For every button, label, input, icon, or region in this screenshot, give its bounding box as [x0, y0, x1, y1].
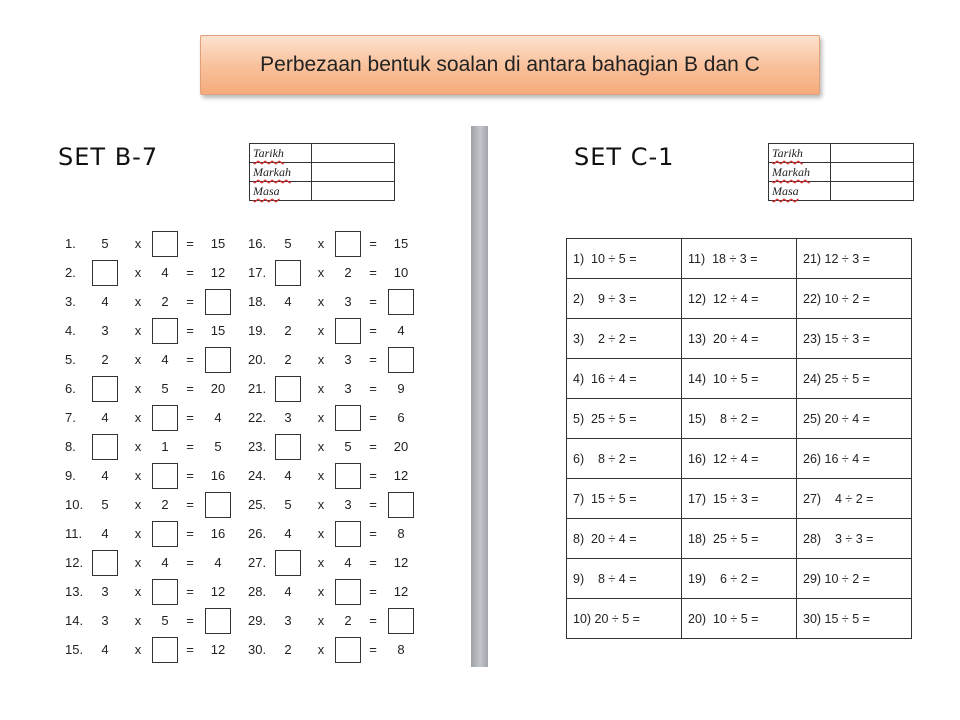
- question-row: [65, 550, 231, 576]
- operand-b-answer-box[interactable]: [152, 521, 178, 547]
- operand-a-answer-box[interactable]: [92, 376, 118, 402]
- multiply-sign: x: [317, 352, 325, 367]
- question-number: 28.: [248, 584, 267, 599]
- result-answer-box[interactable]: [205, 289, 231, 315]
- equals-sign: =: [369, 555, 377, 570]
- division-question-cell[interactable]: 18) 25 ÷ 5 =: [682, 519, 797, 559]
- question-number: 1.: [65, 236, 76, 251]
- question-row: [248, 347, 414, 373]
- result: 16: [210, 468, 226, 483]
- question-number: 26.: [248, 526, 267, 541]
- operand-b: 2: [161, 294, 169, 309]
- info-label: Tarikh: [250, 144, 312, 163]
- operand-a: 4: [101, 642, 109, 657]
- equals-sign: =: [369, 352, 377, 367]
- result-answer-box[interactable]: [205, 347, 231, 373]
- result-answer-box[interactable]: [205, 492, 231, 518]
- equals-sign: =: [186, 381, 194, 396]
- equals-sign: =: [369, 265, 377, 280]
- equals-sign: =: [186, 468, 194, 483]
- multiply-sign: x: [317, 265, 325, 280]
- result: 4: [397, 323, 405, 338]
- equals-sign: =: [186, 265, 194, 280]
- division-question-cell[interactable]: 11) 18 ÷ 3 =: [682, 239, 797, 279]
- operand-b: 5: [161, 613, 169, 628]
- question-number: 4.: [65, 323, 76, 338]
- multiply-sign: x: [317, 468, 325, 483]
- question-number: 23.: [248, 439, 267, 454]
- multiply-sign: x: [317, 555, 325, 570]
- question-row: [248, 405, 414, 431]
- result: 5: [214, 439, 222, 454]
- operand-a: 3: [101, 584, 109, 599]
- division-question-cell[interactable]: 20) 10 ÷ 5 =: [682, 599, 797, 639]
- page-divider: [471, 126, 488, 667]
- info-label: Masa: [769, 182, 831, 201]
- result: 20: [393, 439, 409, 454]
- operand-b: 2: [344, 265, 352, 280]
- operand-a: 4: [284, 468, 292, 483]
- info-value: [312, 163, 395, 182]
- result: 10: [393, 265, 409, 280]
- question-number: 6.: [65, 381, 76, 396]
- division-question-cell[interactable]: 3) 2 ÷ 2 =: [567, 319, 682, 359]
- question-row: [65, 579, 231, 605]
- operand-b-answer-box[interactable]: [152, 318, 178, 344]
- operand-a: 2: [284, 323, 292, 338]
- question-row: [65, 318, 231, 344]
- equals-sign: =: [369, 410, 377, 425]
- question-row: [65, 463, 231, 489]
- question-number: 21.: [248, 381, 267, 396]
- multiply-sign: x: [134, 410, 142, 425]
- operand-b-answer-box[interactable]: [152, 637, 178, 663]
- equals-sign: =: [369, 526, 377, 541]
- division-question-cell[interactable]: 25) 20 ÷ 4 =: [797, 399, 912, 439]
- operand-b: 5: [344, 439, 352, 454]
- question-row: [65, 289, 231, 315]
- equals-sign: =: [369, 294, 377, 309]
- division-question-cell[interactable]: 29) 10 ÷ 2 =: [797, 559, 912, 599]
- operand-b: 2: [161, 497, 169, 512]
- operand-a: 4: [101, 468, 109, 483]
- question-number: 5.: [65, 352, 76, 367]
- result: 20: [210, 381, 226, 396]
- question-number: 11.: [65, 526, 83, 541]
- question-number: 10.: [65, 497, 84, 512]
- multiply-sign: x: [317, 381, 325, 396]
- operand-a-answer-box[interactable]: [92, 260, 118, 286]
- multiply-sign: x: [134, 352, 142, 367]
- equals-sign: =: [369, 381, 377, 396]
- multiply-sign: x: [317, 294, 325, 309]
- question-number: 24.: [248, 468, 267, 483]
- result: 12: [393, 468, 409, 483]
- division-question-cell[interactable]: 19) 6 ÷ 2 =: [682, 559, 797, 599]
- operand-a: 2: [284, 642, 292, 657]
- question-row: [65, 521, 231, 547]
- division-question-cell[interactable]: 2) 9 ÷ 3 =: [567, 279, 682, 319]
- banner-text: Perbezaan bentuk soalan di antara bahagian B dan C: [260, 53, 760, 76]
- equals-sign: =: [186, 439, 194, 454]
- operand-a-answer-box[interactable]: [275, 434, 301, 460]
- multiply-sign: x: [317, 323, 325, 338]
- question-row: [248, 550, 414, 576]
- info-value: [831, 144, 914, 163]
- question-row: [248, 289, 414, 315]
- info-label: Markah: [769, 163, 831, 182]
- info-value: [312, 144, 395, 163]
- result: 4: [214, 555, 222, 570]
- table-row: [567, 559, 912, 599]
- operand-b-answer-box[interactable]: [335, 521, 361, 547]
- multiply-sign: x: [134, 497, 142, 512]
- division-question-cell[interactable]: 27) 4 ÷ 2 =: [797, 479, 912, 519]
- result: 12: [210, 642, 226, 657]
- operand-a: 4: [101, 410, 109, 425]
- operand-a-answer-box[interactable]: [275, 550, 301, 576]
- equals-sign: =: [186, 236, 194, 251]
- question-number: 22.: [248, 410, 267, 425]
- table-row: [567, 279, 912, 319]
- question-number: 15.: [65, 642, 84, 657]
- question-row: [65, 608, 231, 634]
- operand-a: 3: [101, 323, 109, 338]
- operand-b-answer-box[interactable]: [152, 463, 178, 489]
- operand-b: 1: [161, 439, 169, 454]
- equals-sign: =: [186, 323, 194, 338]
- operand-b: 4: [161, 555, 169, 570]
- question-number: 13.: [65, 584, 84, 599]
- question-row: [65, 260, 231, 286]
- multiply-sign: x: [134, 265, 142, 280]
- division-question-cell[interactable]: 6) 8 ÷ 2 =: [567, 439, 682, 479]
- set-c-title: SET C-1: [574, 143, 675, 171]
- equals-sign: =: [369, 613, 377, 628]
- equals-sign: =: [186, 294, 194, 309]
- operand-b-answer-box[interactable]: [335, 579, 361, 605]
- operand-b: 5: [161, 381, 169, 396]
- operand-a: 4: [101, 294, 109, 309]
- question-row: [248, 434, 414, 460]
- operand-a-answer-box[interactable]: [275, 260, 301, 286]
- set-c-division-table: [566, 238, 912, 639]
- result-answer-box[interactable]: [205, 608, 231, 634]
- operand-b: 2: [344, 613, 352, 628]
- multiply-sign: x: [317, 642, 325, 657]
- question-row: [65, 231, 231, 257]
- question-row: [248, 318, 414, 344]
- info-label: Tarikh: [769, 144, 831, 163]
- question-number: 25.: [248, 497, 267, 512]
- division-question-cell[interactable]: 14) 10 ÷ 5 =: [682, 359, 797, 399]
- equals-sign: =: [186, 613, 194, 628]
- equals-sign: =: [369, 236, 377, 251]
- operand-a: 3: [284, 410, 292, 425]
- operand-a-answer-box[interactable]: [92, 550, 118, 576]
- operand-b-answer-box[interactable]: [335, 318, 361, 344]
- operand-b: 3: [344, 381, 352, 396]
- multiply-sign: x: [317, 613, 325, 628]
- multiply-sign: x: [134, 584, 142, 599]
- set-c-info-table: [768, 143, 914, 201]
- question-row: [65, 434, 231, 460]
- multiply-sign: x: [317, 439, 325, 454]
- division-question-cell[interactable]: 9) 8 ÷ 4 =: [567, 559, 682, 599]
- operand-a: 4: [101, 526, 109, 541]
- division-question-cell[interactable]: 15) 8 ÷ 2 =: [682, 399, 797, 439]
- table-row: [567, 359, 912, 399]
- table-row: [567, 239, 912, 279]
- division-question-cell[interactable]: 4) 16 ÷ 4 =: [567, 359, 682, 399]
- question-row: [248, 231, 414, 257]
- question-row: [248, 637, 414, 663]
- result: 12: [210, 265, 226, 280]
- operand-a: 5: [101, 236, 109, 251]
- table-row: [567, 599, 912, 639]
- multiply-sign: x: [134, 555, 142, 570]
- division-question-cell[interactable]: 10) 20 ÷ 5 =: [567, 599, 682, 639]
- set-b-title: SET B-7: [58, 143, 159, 171]
- question-number: 20.: [248, 352, 267, 367]
- question-number: 3.: [65, 294, 76, 309]
- division-question-cell[interactable]: 12) 12 ÷ 4 =: [682, 279, 797, 319]
- equals-sign: =: [186, 555, 194, 570]
- division-question-cell[interactable]: 5) 25 ÷ 5 =: [567, 399, 682, 439]
- division-question-cell[interactable]: 21) 12 ÷ 3 =: [797, 239, 912, 279]
- equals-sign: =: [369, 642, 377, 657]
- question-row: [65, 376, 231, 402]
- result: 12: [393, 584, 409, 599]
- question-number: 29.: [248, 613, 267, 628]
- operand-a: 4: [284, 294, 292, 309]
- operand-b: 3: [344, 294, 352, 309]
- question-number: 27.: [248, 555, 267, 570]
- result: 8: [397, 526, 405, 541]
- division-question-cell[interactable]: 7) 15 ÷ 5 =: [567, 479, 682, 519]
- question-row: [248, 579, 414, 605]
- equals-sign: =: [186, 352, 194, 367]
- info-value: [831, 182, 914, 201]
- info-value: [312, 182, 395, 201]
- operand-b-answer-box[interactable]: [335, 463, 361, 489]
- operand-b-answer-box[interactable]: [152, 579, 178, 605]
- question-number: 12.: [65, 555, 84, 570]
- result: 12: [210, 584, 226, 599]
- set-b-questions-right: [248, 231, 408, 671]
- set-b-questions-left: [65, 231, 225, 671]
- operand-a: 2: [101, 352, 109, 367]
- table-row: [567, 399, 912, 439]
- result-answer-box[interactable]: [388, 289, 414, 315]
- division-question-cell[interactable]: 17) 15 ÷ 3 =: [682, 479, 797, 519]
- question-row: [248, 492, 414, 518]
- operand-b-answer-box[interactable]: [335, 231, 361, 257]
- operand-a-answer-box[interactable]: [275, 376, 301, 402]
- operand-a: 5: [284, 236, 292, 251]
- question-row: [65, 637, 231, 663]
- table-row: [567, 519, 912, 559]
- question-row: [248, 463, 414, 489]
- multiply-sign: x: [317, 584, 325, 599]
- operand-b-answer-box[interactable]: [335, 637, 361, 663]
- question-number: 2.: [65, 265, 76, 280]
- question-number: 16.: [248, 236, 267, 251]
- division-question-cell[interactable]: 30) 15 ÷ 5 =: [797, 599, 912, 639]
- division-question-cell[interactable]: 22) 10 ÷ 2 =: [797, 279, 912, 319]
- operand-a: 3: [284, 613, 292, 628]
- operand-b: 3: [344, 497, 352, 512]
- equals-sign: =: [186, 526, 194, 541]
- multiply-sign: x: [134, 381, 142, 396]
- question-row: [65, 492, 231, 518]
- result: 15: [393, 236, 409, 251]
- result-answer-box[interactable]: [388, 492, 414, 518]
- equals-sign: =: [186, 642, 194, 657]
- question-row: [248, 260, 414, 286]
- division-question-cell[interactable]: 23) 15 ÷ 3 =: [797, 319, 912, 359]
- operand-a: 4: [284, 526, 292, 541]
- operand-a: 5: [284, 497, 292, 512]
- equals-sign: =: [369, 468, 377, 483]
- result: 16: [210, 526, 226, 541]
- multiply-sign: x: [134, 323, 142, 338]
- question-number: 9.: [65, 468, 76, 483]
- result-answer-box[interactable]: [388, 347, 414, 373]
- multiply-sign: x: [134, 236, 142, 251]
- operand-b: 4: [344, 555, 352, 570]
- result: 12: [393, 555, 409, 570]
- multiply-sign: x: [317, 497, 325, 512]
- operand-b: 4: [161, 352, 169, 367]
- multiply-sign: x: [134, 613, 142, 628]
- result: 8: [397, 642, 405, 657]
- operand-b: 3: [344, 352, 352, 367]
- result: 4: [214, 410, 222, 425]
- equals-sign: =: [369, 584, 377, 599]
- equals-sign: =: [186, 497, 194, 512]
- division-question-cell[interactable]: 28) 3 ÷ 3 =: [797, 519, 912, 559]
- operand-a: 5: [101, 497, 109, 512]
- equals-sign: =: [186, 410, 194, 425]
- question-number: 7.: [65, 410, 76, 425]
- multiply-sign: x: [317, 410, 325, 425]
- result-answer-box[interactable]: [388, 608, 414, 634]
- equals-sign: =: [369, 497, 377, 512]
- result: 9: [397, 381, 405, 396]
- question-number: 14.: [65, 613, 84, 628]
- title-banner: [200, 35, 820, 95]
- table-row: [567, 479, 912, 519]
- question-row: [65, 405, 231, 431]
- equals-sign: =: [186, 584, 194, 599]
- result: 15: [210, 236, 226, 251]
- division-question-cell[interactable]: 13) 20 ÷ 4 =: [682, 319, 797, 359]
- operand-a: 2: [284, 352, 292, 367]
- question-number: 19.: [248, 323, 267, 338]
- question-row: [248, 376, 414, 402]
- operand-a: 3: [101, 613, 109, 628]
- multiply-sign: x: [317, 236, 325, 251]
- operand-a: 4: [284, 584, 292, 599]
- division-question-cell[interactable]: 1) 10 ÷ 5 =: [567, 239, 682, 279]
- info-label: Masa: [250, 182, 312, 201]
- multiply-sign: x: [134, 439, 142, 454]
- division-question-cell[interactable]: 8) 20 ÷ 4 =: [567, 519, 682, 559]
- division-question-cell[interactable]: 16) 12 ÷ 4 =: [682, 439, 797, 479]
- info-label: Markah: [250, 163, 312, 182]
- equals-sign: =: [369, 439, 377, 454]
- table-row: [567, 439, 912, 479]
- operand-a-answer-box[interactable]: [92, 434, 118, 460]
- operand-b-answer-box[interactable]: [152, 405, 178, 431]
- operand-b-answer-box[interactable]: [335, 405, 361, 431]
- result: 6: [397, 410, 405, 425]
- multiply-sign: x: [134, 526, 142, 541]
- question-number: 18.: [248, 294, 267, 309]
- multiply-sign: x: [317, 526, 325, 541]
- question-number: 17.: [248, 265, 267, 280]
- question-row: [248, 521, 414, 547]
- question-row: [65, 347, 231, 373]
- table-row: [567, 319, 912, 359]
- division-question-cell[interactable]: 24) 25 ÷ 5 =: [797, 359, 912, 399]
- multiply-sign: x: [134, 294, 142, 309]
- question-number: 8.: [65, 439, 76, 454]
- question-number: 30.: [248, 642, 267, 657]
- multiply-sign: x: [134, 642, 142, 657]
- info-value: [831, 163, 914, 182]
- equals-sign: =: [369, 323, 377, 338]
- operand-b: 4: [161, 265, 169, 280]
- multiply-sign: x: [134, 468, 142, 483]
- question-row: [248, 608, 414, 634]
- set-b-info-table: [249, 143, 395, 201]
- operand-b-answer-box[interactable]: [152, 231, 178, 257]
- result: 15: [210, 323, 226, 338]
- division-question-cell[interactable]: 26) 16 ÷ 4 =: [797, 439, 912, 479]
